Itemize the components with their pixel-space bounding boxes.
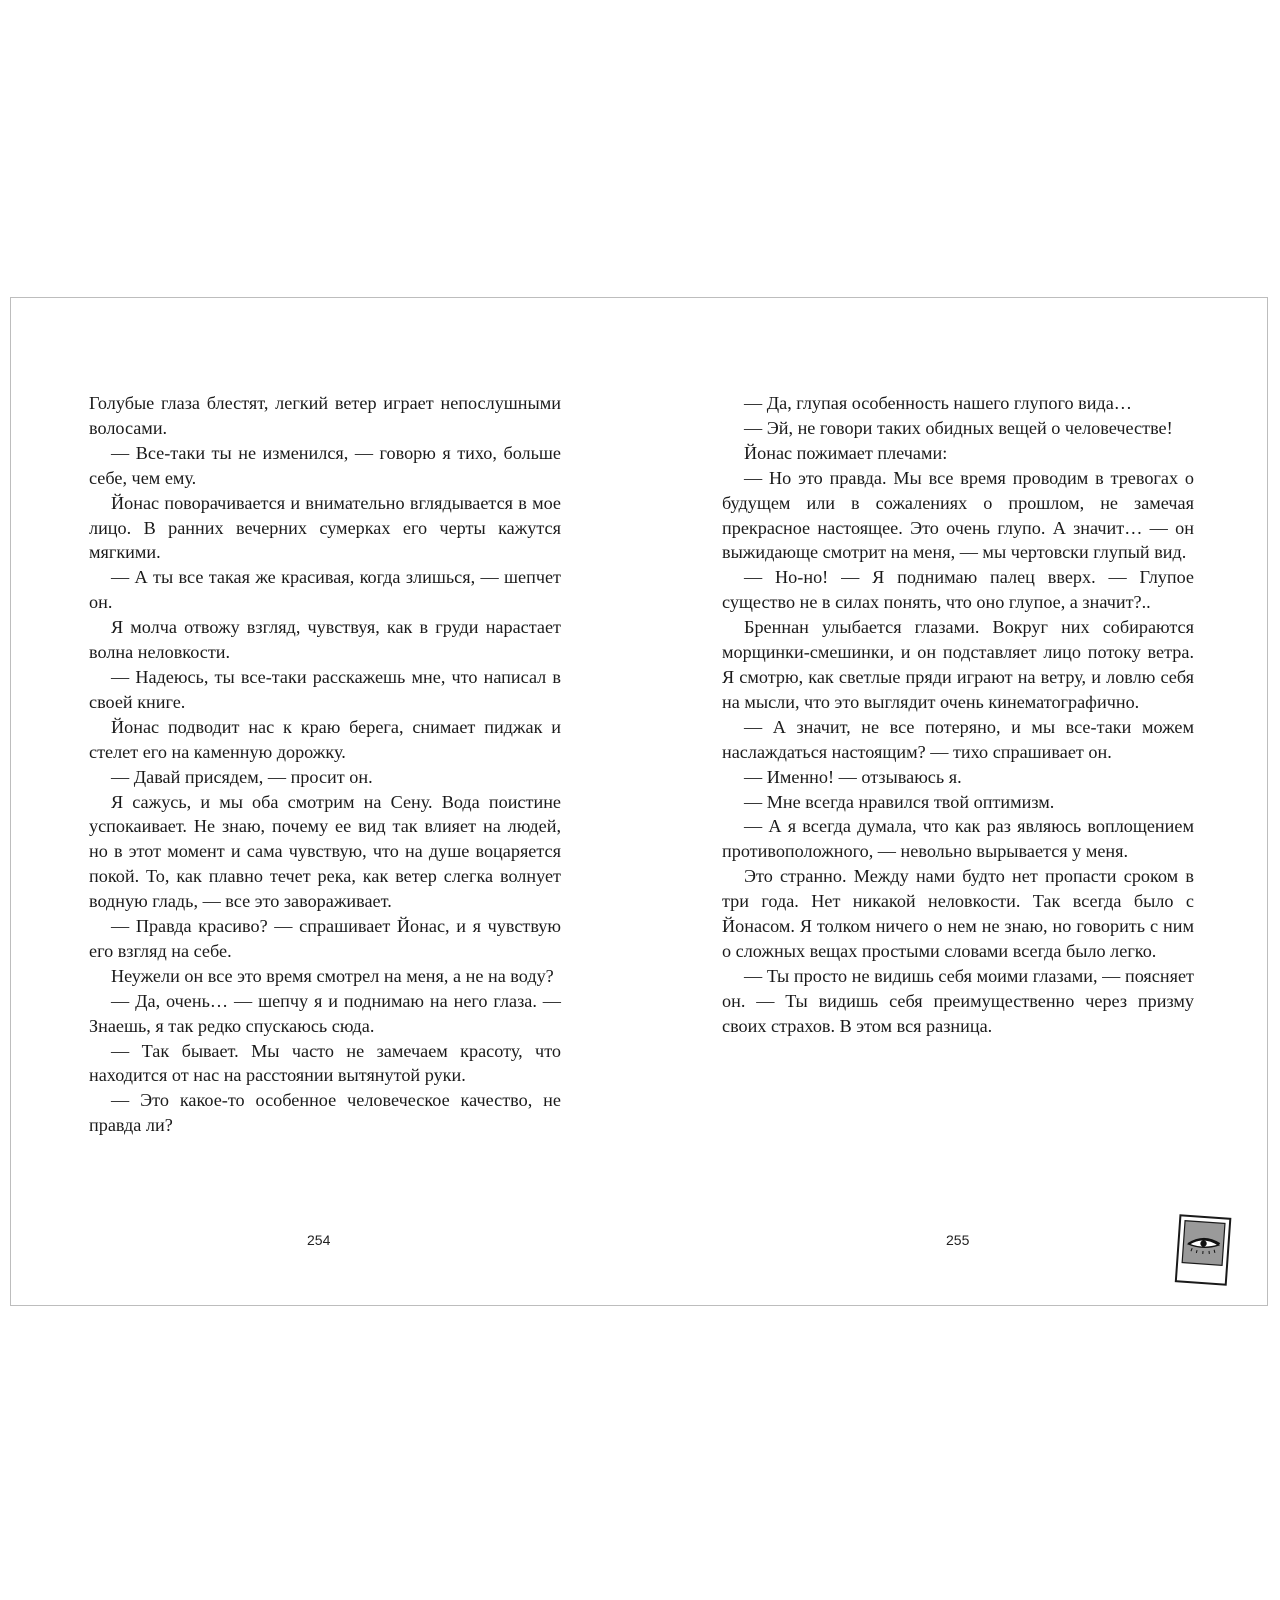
- paragraph: Голубые глаза блестят, легкий ветер играет непослушными волосами.: [89, 393, 561, 438]
- left-page-text: [89, 391, 561, 1138]
- book-spread: [10, 297, 1268, 1306]
- paragraph: — А значит, не все потеряно, и мы все-таки можем наслаждаться настоящим? — тихо спрашивает он.: [722, 716, 1194, 762]
- paragraph: Это странно. Между нами будто нет пропасти сроком в три года. Нет никакой неловкости. Так всегда было с Йонасом. Я толком ничего о нем не знаю, но говорить с ним о сложных вещах простыми словами всегда было легко.: [722, 866, 1194, 961]
- paragraph: — Давай присядем, — просит он.: [111, 766, 373, 787]
- paragraph: — Надеюсь, ты все-таки расскажешь мне, что написал в своей книге.: [89, 666, 561, 712]
- right-page-text: [722, 391, 1194, 1039]
- paragraph: — Да, очень… — шепчу я и поднимаю на него глаза. — Знаешь, я так редко спускаюсь сюда.: [89, 990, 561, 1036]
- left-page-number: 254: [307, 1232, 331, 1248]
- paragraph: Неужели он все это время смотрел на меня, а не на воду?: [111, 965, 554, 986]
- right-page-number: 255: [946, 1232, 970, 1248]
- paragraph: — Мне всегда нравился твой оптимизм.: [744, 791, 1055, 812]
- paragraph: — Но-но! — Я поднимаю палец вверх. — Глупое существо не в силах понять, что оно глупое, а значит?..: [722, 567, 1194, 613]
- paragraph: — А я всегда думала, что как раз являюсь воплощением противоположного, — невольно вырывается у меня.: [722, 816, 1194, 862]
- paragraph: Йонас пожимает плечами:: [744, 442, 948, 463]
- paragraph: Йонас поворачивается и внимательно вглядывается в мое лицо. В ранних вечерних сумерках его черты кажутся мягкими.: [89, 492, 561, 563]
- paragraph: — Эй, не говори таких обидных вещей о человечестве!: [744, 417, 1173, 438]
- paragraph: — Ты просто не видишь себя моими глазами, — поясняет он. — Ты видишь себя преимущественно через призму своих страхов. В этом вся разница.: [722, 965, 1194, 1036]
- paragraph: — Так бывает. Мы часто не замечаем красоту, что находится от нас на расстоянии вытянутой руки.: [89, 1040, 561, 1086]
- paragraph: — Именно! — отзываюсь я.: [744, 766, 962, 787]
- paragraph: — Да, глупая особенность нашего глупого вида…: [744, 393, 1132, 413]
- paragraph: — А ты все такая же красивая, когда злишься, — шепчет он.: [89, 567, 561, 613]
- polaroid-eye-icon: [1174, 1214, 1232, 1288]
- paragraph: — Все-таки ты не изменился, — говорю я тихо, больше себе, чем ему.: [89, 442, 561, 488]
- paragraph: Бреннан улыбается глазами. Вокруг них собираются морщинки-смешинки, и он подставляет лицо потоку ветра. Я смотрю, как светлые пряди играют на ветру, и ловлю себя на мысли, что это выглядит очень кинематографично.: [722, 617, 1194, 712]
- paragraph: — Это какое-то особенное человеческое качество, не правда ли?: [89, 1090, 561, 1136]
- paragraph: Я молча отвожу взгляд, чувствуя, как в груди нарастает волна неловкости.: [89, 617, 561, 663]
- paragraph: — Правда красиво? — спрашивает Йонас, и я чувствую его взгляд на себе.: [89, 916, 561, 961]
- paragraph: Я сажусь, и мы оба смотрим на Сену. Вода поистине успокаивает. Не знаю, почему ее вид так влияет на людей, но в этот момент и сама чувствую, что на душе воцаряется покой. То, как плавно течет река, как ветер слегка волнует водную гладь, — все это завораживает.: [89, 791, 561, 912]
- paragraph: Йонас подводит нас к краю берега, снимает пиджак и стелет его на каменную дорожку.: [89, 716, 561, 762]
- paragraph: — Но это правда. Мы все время проводим в тревогах о будущем или в сожалениях о прошлом, не замечая прекрасное настоящее. Это очень глупо. А значит… — он выжидающе смотрит на меня, — мы чертовски глупый вид.: [722, 467, 1194, 563]
